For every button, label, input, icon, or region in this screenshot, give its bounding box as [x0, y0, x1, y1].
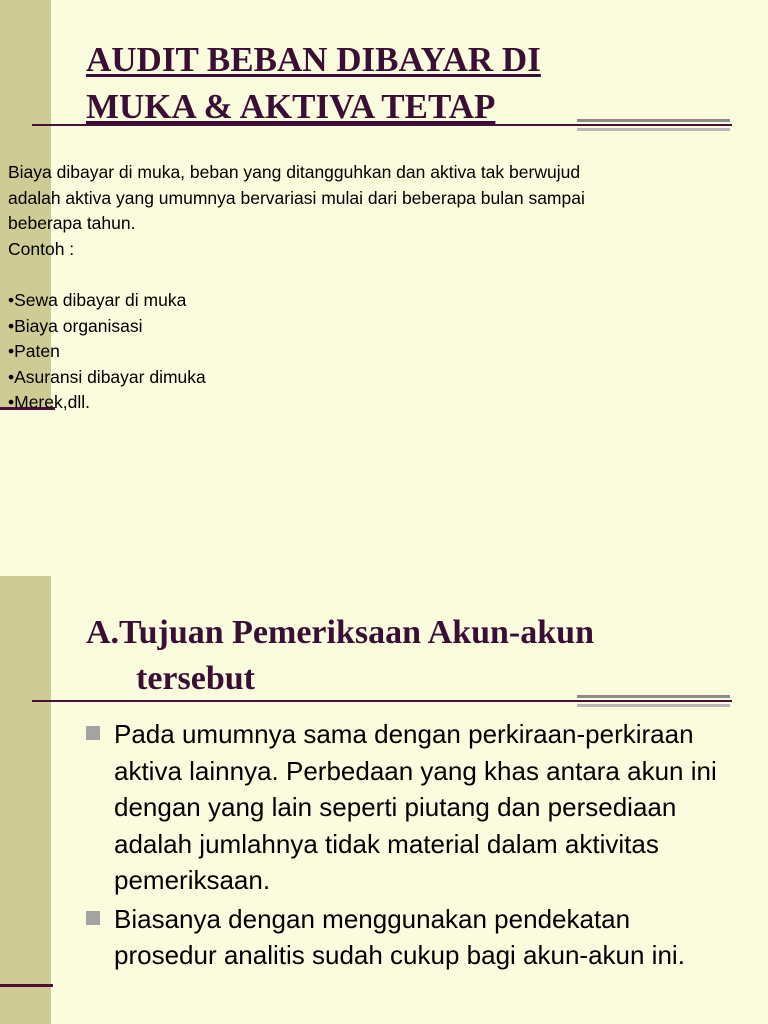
slide-2-side-rule: [0, 984, 53, 987]
slide-2-title-line-2: tersebut: [136, 660, 255, 697]
slide-1-list-item: •Sewa dibayar di muka: [8, 289, 187, 310]
slide-1-contoh-label: Contoh :: [8, 238, 75, 259]
slide-2-title-accent-bottom: [577, 704, 730, 707]
slide-2-bullet-text: Biasanya dengan menggunakan pendekatan prosedur analitis sudah cukup bagi akun-akun ini.: [114, 903, 685, 970]
slide-1-body: [8, 160, 728, 416]
slide-2-bullet-item: [86, 901, 736, 974]
slide-2-title-line-1: A.Tujuan Pemeriksaan Akun-akun: [86, 614, 594, 651]
slide-1-paragraph-line-2: adalah aktiva yang umumnya bervariasi mulai dari beberapa bulan sampai: [8, 187, 585, 208]
slide-1-list-item: •Asuransi dibayar dimuka: [8, 366, 206, 387]
slide-1-title-line-2: MUKA & AKTIVA TETAP: [86, 87, 496, 126]
slide-1-paragraph-line-3: beberapa tahun.: [8, 213, 136, 234]
slide-1-blank-line: [8, 262, 728, 288]
slide-2-title: [86, 610, 726, 702]
slide-2-bullet-item: [86, 716, 736, 899]
slide-1-list-item: •Merek,dll.: [8, 392, 90, 413]
slide-1-title-line-1: AUDIT BEBAN DIBAYAR DI: [86, 40, 541, 79]
slide-1-list-item: •Biaya organisasi: [8, 315, 143, 336]
square-bullet-icon: [86, 911, 100, 925]
slide-2-bullet-list: [86, 716, 736, 976]
slide-2-bullet-text: Pada umumnya sama dengan perkiraan-perkiraan aktiva lainnya. Perbedaan yang khas antara akun ini dengan yang lain seperti piutang dan persediaan adalah jumlahnya tidak material dalam aktivitas pemeriksaan.: [114, 719, 717, 895]
slide-1-paragraph-line-1: Biaya dibayar di muka, beban yang ditangguhkan dan aktiva tak berwujud: [8, 162, 581, 182]
slide-1-title: [86, 36, 646, 130]
square-bullet-icon: [86, 726, 100, 740]
slide-1-list-item: •Paten: [8, 341, 60, 362]
slide-2-side-bar: [0, 576, 51, 1024]
